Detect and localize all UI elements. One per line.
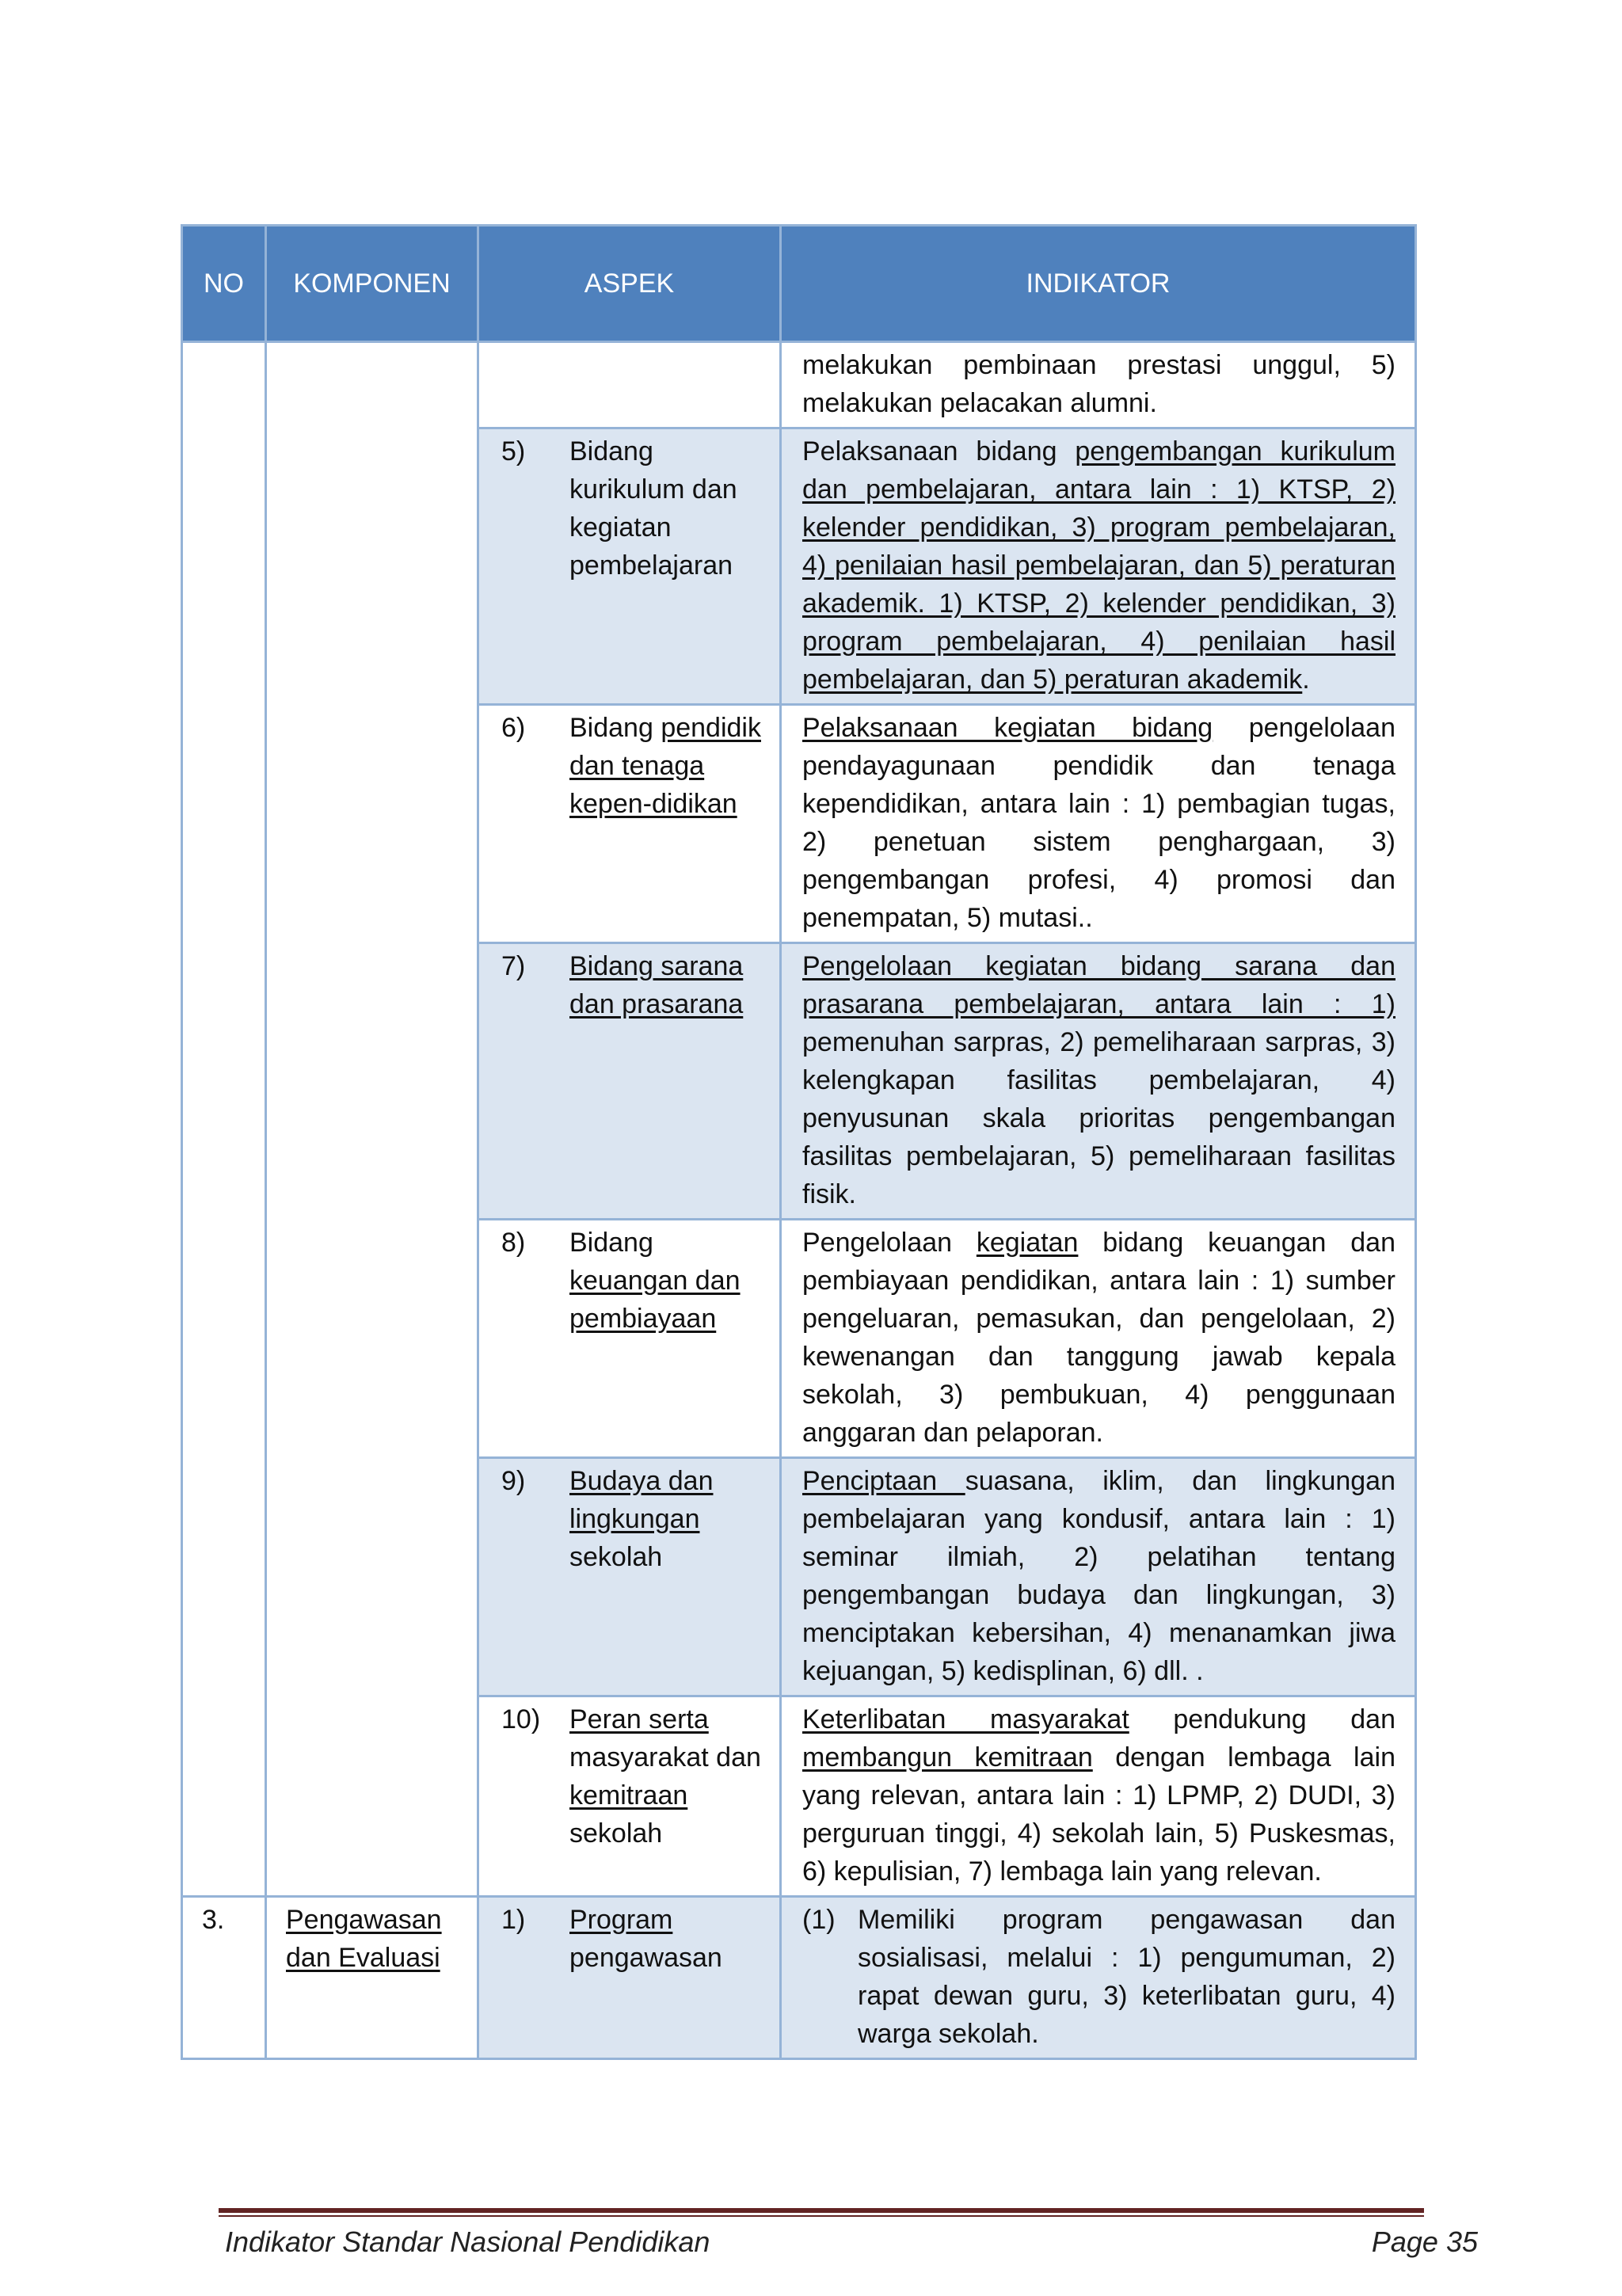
- aspek-number: 8): [501, 1228, 526, 1258]
- cell-indikator: [781, 943, 1416, 1220]
- aspek-text: [546, 947, 771, 1023]
- cell-indikator: [781, 1458, 1416, 1696]
- aspek-text: [546, 1901, 771, 1977]
- cell-komponen-empty: [266, 342, 478, 1897]
- cell-no-empty: [182, 342, 266, 1897]
- footer-rule-thick: [219, 2208, 1424, 2213]
- komponen-text: [267, 1898, 477, 1982]
- indikator-text: [782, 1220, 1414, 1456]
- cell-komponen: [266, 1897, 478, 2059]
- header-indikator: INDIKATOR: [781, 226, 1416, 342]
- indikator-text: [782, 706, 1414, 942]
- cell-indikator: [781, 1696, 1416, 1897]
- cell-indikator: [781, 1220, 1416, 1458]
- aspek-text-part: sekolah: [569, 1818, 663, 1849]
- table-header-row: [182, 226, 1416, 342]
- aspek-text: [546, 1224, 771, 1338]
- aspek-text-part: masyarakat dan: [569, 1742, 761, 1772]
- indikator-list-number: (1): [802, 1905, 836, 1935]
- table-row: [182, 342, 1416, 428]
- indikator-text-part: pengelolaan pendayagunaan pendidik dan tenaga kependidikan, antara lain : 1) pembagian tugas, 2) penetuan sistem penghargaan, 3) pengembangan profesi, 4) promosi dan penempatan, 5) mutasi..: [802, 713, 1395, 933]
- aspek-underlined: kemitraan: [569, 1780, 688, 1811]
- aspek-underlined: pendidik dan tenaga kepen-didikan: [569, 713, 761, 819]
- cell-aspek-empty: [478, 342, 781, 428]
- aspek-underlined: Budaya dan lingkungan: [569, 1466, 714, 1534]
- indikator-underlined: pengembangan kurikulum dan pembelajaran, antara lain : 1) KTSP, 2) kelender pendidikan, 3) program pembelajaran, 4) penilaian hasil pembelajaran, dan 5) peraturan akademik. 1) KTSP, 2) kelender pendidikan, 3) program pembelajaran, 4) penilaian hasil pembelajaran, dan 5) peraturan akademik: [802, 436, 1395, 695]
- aspek-number: 7): [501, 951, 526, 981]
- header-komponen: KOMPONEN: [266, 226, 478, 342]
- indikator-text: [782, 1697, 1414, 1895]
- indikator-text-part: dengan lembaga lain yang relevan, antara lain : 1) LPMP, 2) DUDI, 3) perguruan tinggi, 4) sekolah lain, 5) Puskesmas, 6) kepulisian, 7) lembaga lain yang relevan.: [802, 1742, 1395, 1887]
- aspek-text: [546, 1462, 771, 1576]
- cell-indikator: [781, 428, 1416, 705]
- aspek-number: 10): [501, 1704, 541, 1734]
- cell-aspek: [478, 1897, 781, 2059]
- aspek-text-part: Bidang: [569, 1228, 653, 1258]
- indikator-underlined: kegiatan: [976, 1228, 1079, 1258]
- indikator-text-part: Pengelolaan: [802, 1228, 977, 1258]
- indikator-underlined: membangun kemitraan: [802, 1742, 1093, 1772]
- indikator-underlined: Pengelolaan kegiatan bidang sarana dan prasarana pembelajaran, antara lain : 1): [802, 951, 1395, 1019]
- aspek-number: 5): [501, 436, 526, 466]
- section-number: 3.: [202, 1905, 225, 1935]
- indikator-text: Memiliki program pengawasan dan sosialisasi, melalui : 1) pengumuman, 2) rapat dewan guru, 3) keterlibatan guru, 4) warga sekolah.: [858, 1905, 1395, 2049]
- indicator-table: [181, 224, 1417, 2060]
- aspek-underlined: keuangan dan pembiayaan: [569, 1266, 741, 1334]
- indikator-text: melakukan pembinaan prestasi unggul, 5) melakukan pelacakan alumni.: [802, 350, 1395, 418]
- indikator-text-part: .: [1302, 664, 1310, 695]
- aspek-text-part: sekolah: [569, 1542, 663, 1572]
- indikator-underlined: Keterlibatan masyarakat: [802, 1704, 1129, 1734]
- aspek-text: [546, 1700, 771, 1852]
- aspek-text: [546, 709, 771, 823]
- indikator-text-part: bidang keuangan dan pembiayaan pendidikan, antara lain : 1) sumber pengeluaran, pemasukan, dan pengelolaan, 2) kewenangan dan tanggung jawab kepala sekolah, 3) pembukuan, 4) penggunaan anggaran dan pelaporan.: [802, 1228, 1395, 1448]
- aspek-underlined: Bidang sarana dan prasarana: [569, 951, 744, 1019]
- indikator-text-part: pendukung dan: [1129, 1704, 1395, 1734]
- cell-aspek: [478, 705, 781, 943]
- table-row: [182, 1897, 1416, 2059]
- aspek-number: 1): [501, 1905, 526, 1935]
- header-no: NO: [182, 226, 266, 342]
- cell-indikator: [781, 705, 1416, 943]
- indikator-list-item: [782, 1898, 1414, 2058]
- aspek-underlined: Program: [569, 1905, 673, 1935]
- cell-aspek: [478, 1696, 781, 1897]
- aspek-text: Bidang kurikulum dan kegiatan pembelajaran: [569, 436, 737, 581]
- footer-document-title: Indikator Standar Nasional Pendidikan: [225, 2226, 710, 2258]
- indikator-underlined: Penciptaan: [802, 1466, 965, 1496]
- cell-aspek: [478, 943, 781, 1220]
- indikator-text: [782, 429, 1414, 703]
- aspek-number: 6): [501, 713, 526, 743]
- cell-aspek: [478, 1220, 781, 1458]
- aspek-text-part: Bidang: [569, 713, 661, 743]
- indikator-text-part: suasana, iklim, dan lingkungan pembelajaran yang kondusif, antara lain : 1) seminar ilmiah, 2) pelatihan tentang pengembangan budaya dan lingkungan, 3) menciptakan kebersihan, 4) menanamkan jiwa kejuangan, 5) kedisplinan, 6) dll. .: [802, 1466, 1395, 1686]
- cell-indikator: [781, 1897, 1416, 2059]
- aspek-number: 9): [501, 1466, 526, 1496]
- indikator-underlined: Pelaksanaan kegiatan bidang: [802, 713, 1213, 743]
- footer-page-number: Page 35: [1371, 2226, 1478, 2258]
- cell-aspek: [478, 1458, 781, 1696]
- cell-no: [182, 1897, 266, 2059]
- indikator-text: [782, 944, 1414, 1218]
- footer-rule-thin: [219, 2215, 1424, 2217]
- indikator-text: [782, 1459, 1414, 1695]
- cell-aspek: [478, 428, 781, 705]
- indikator-text-part: pemenuhan sarpras, 2) pemeliharaan sarpras, 3) kelengkapan fasilitas pembelajaran, 4) penyusunan skala prioritas pengembangan fasilitas pembelajaran, 5) pemeliharaan fasilitas fisik.: [802, 1027, 1395, 1209]
- aspek-underlined: Peran serta: [569, 1704, 709, 1734]
- komponen-underlined: Pengawasan dan Evaluasi: [286, 1905, 442, 1973]
- indikator-text-part: Pelaksanaan bidang: [802, 436, 1076, 466]
- header-aspek: ASPEK: [478, 226, 781, 342]
- cell-indikator: [781, 342, 1416, 428]
- aspek-text-part: pengawasan: [569, 1943, 722, 1973]
